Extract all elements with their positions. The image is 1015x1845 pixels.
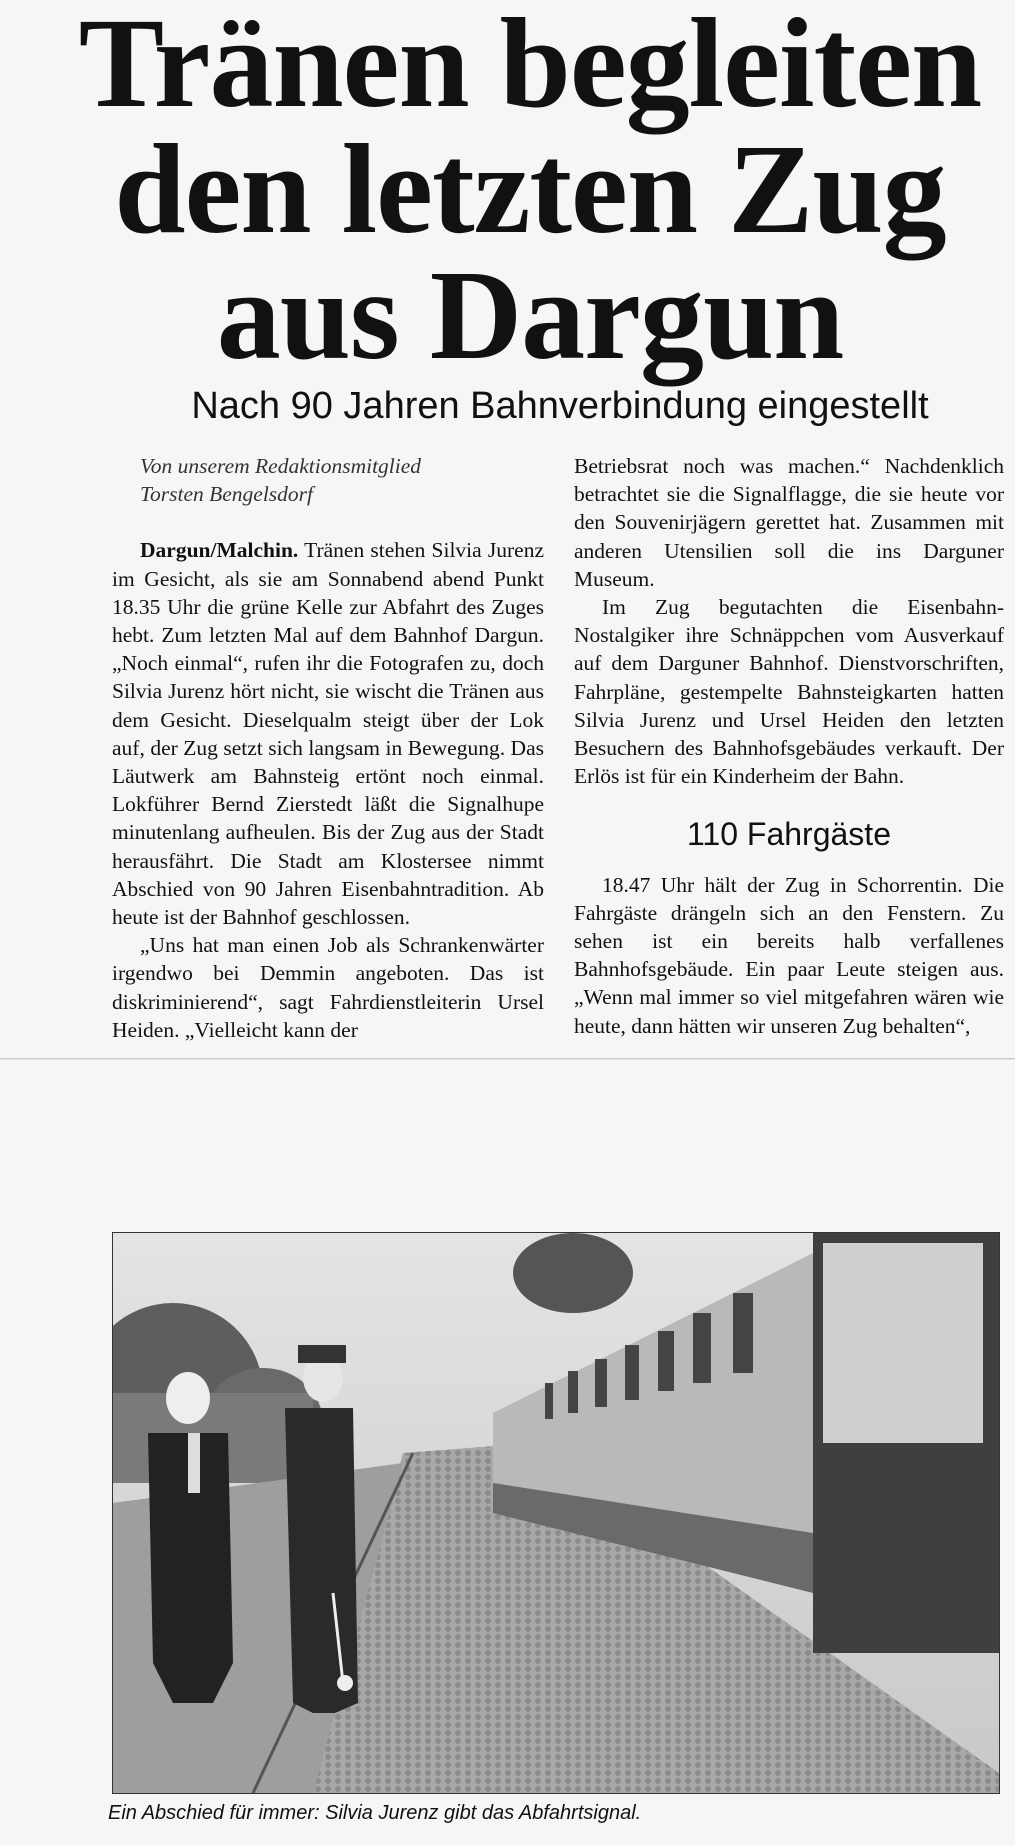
byline-line-1: Von unserem Redaktionsmitglied xyxy=(140,454,422,478)
photo-caption: Ein Abschied für immer: Silvia Jurenz gibt das Abfahrtsignal. xyxy=(108,1802,642,1824)
byline-author: Torsten Bengelsdorf xyxy=(140,482,314,507)
headline xyxy=(60,0,1000,386)
dateline: Dargun/Malchin. xyxy=(140,538,299,563)
article-photo xyxy=(112,1232,1000,1794)
headline-line-2: den letzten Zug xyxy=(114,118,946,260)
headline-line-3: aus Dargun xyxy=(216,244,844,386)
paragraph-5: 18.47 Uhr hält der Zug in Schorrentin. Die Fahrgäste drängeln sich an den Fenstern. Zu sehen ist ein bereits halb verfallenes Bahnhofsgebäude. Ein paar Leute steigen aus. „Wenn mal immer so viel mitgefahren wären wie heute, dann hätten wir unseren Zug behalten“, xyxy=(574,872,1004,1038)
paragraph-4: Im Zug begutachten die Eisenbahn-Nostalgiker ihre Schnäppchen vom Ausverkauf auf dem Darguner Bahnhof. Dienstvorschriften, Fahrpläne, gestempelte Bahnsteigkarten hatten Silvia Jurenz und Ursel Heiden den letzten Besuchern des Bahnhofsgebäudes verkauft. Der Erlös ist für ein Kinderheim der Bahn. xyxy=(574,595,1004,789)
paragraph-2: „Uns hat man einen Job als Schrankenwärter irgendwo bei Demmin angeboten. Das ist diskriminierend“, sagt Fahrdienstleiterin Ursel Heiden. „Vielleicht kann der xyxy=(112,933,544,1042)
article-column-right xyxy=(574,452,1004,1040)
subheadline: Nach 90 Jahren Bahnverbindung eingestellt xyxy=(191,385,929,427)
paragraph-1-text: Tränen stehen Silvia Jurenz im Gesicht, als sie am Sonnabend abend Punkt 18.35 Uhr die grüne Kelle zur Abfahrt des Zuges hebt. Zum letzten Mal auf dem Bahnhof Dargun. „Noch einmal“, rufen ihr die Fotografen zu, doch Silvia Jurenz hört nicht, sie wischt die Tränen aus dem Gesicht. Dieselqualm steigt über der Lok auf, der Zug setzt sich langsam in Bewegung. Das Läutwerk am Bahnsteig ertönt noch einmal. Lokführer Bernd Zierstedt läßt die Signalhupe minutenlang aufheulen. Bis der Zug aus der Stadt herausfährt. Die Stadt am Klostersee nimmt Abschied von 90 Jahren Eisenbahntradition. Ab heute ist der Bahnhof geschlossen. xyxy=(112,538,544,930)
article-column-left xyxy=(112,452,544,1044)
photo-illustration xyxy=(113,1233,999,1793)
paragraph-1 xyxy=(112,536,544,931)
paragraph-3: Betriebsrat noch was machen.“ Nachdenklich betrachtet sie die Signalflagge, die sie heute vor den Souvenirjägern gerettet hat. Zusammen mit anderen Utensilien soll die ins Darguner Museum. xyxy=(574,454,1004,591)
paper-fold-line xyxy=(0,1058,1015,1060)
byline xyxy=(140,452,544,508)
headline-line-1: Tränen begleiten xyxy=(78,0,982,134)
section-heading: 110 Fahrgäste xyxy=(687,816,891,853)
